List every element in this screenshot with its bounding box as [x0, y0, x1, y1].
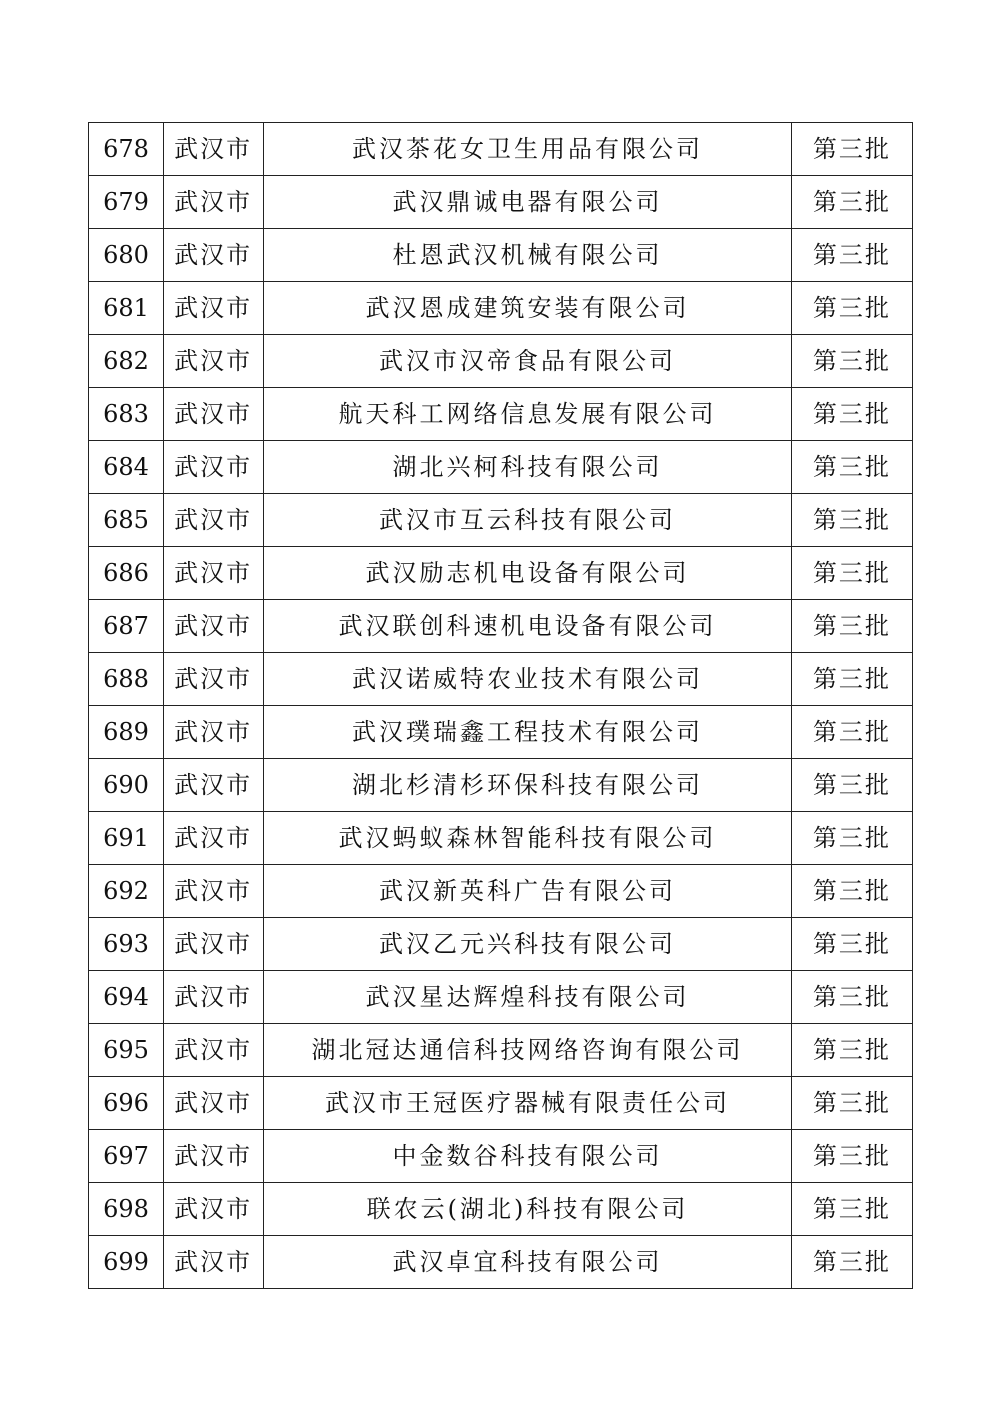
table-row: [89, 282, 913, 335]
company-name-cell: 武汉市汉帝食品有限公司: [264, 335, 792, 388]
city-cell: 武汉市: [164, 441, 264, 494]
table-row: [89, 123, 913, 176]
batch-cell: 第三批: [791, 653, 912, 706]
row-number-cell: 690: [89, 759, 164, 812]
company-name-cell: 武汉星达辉煌科技有限公司: [264, 971, 792, 1024]
table-row: [89, 1236, 913, 1289]
company-name-cell: 武汉璞瑞鑫工程技术有限公司: [264, 706, 792, 759]
table-row: [89, 494, 913, 547]
table-row: [89, 653, 913, 706]
company-name-cell: 武汉恩成建筑安装有限公司: [264, 282, 792, 335]
city-cell: 武汉市: [164, 812, 264, 865]
batch-cell: 第三批: [791, 706, 912, 759]
row-number-cell: 695: [89, 1024, 164, 1077]
table-row: [89, 335, 913, 388]
city-cell: 武汉市: [164, 971, 264, 1024]
batch-cell: 第三批: [791, 335, 912, 388]
row-number-cell: 689: [89, 706, 164, 759]
company-name-cell: 武汉乙元兴科技有限公司: [264, 918, 792, 971]
company-name-cell: 湖北杉清杉环保科技有限公司: [264, 759, 792, 812]
batch-cell: 第三批: [791, 971, 912, 1024]
batch-cell: 第三批: [791, 494, 912, 547]
row-number-cell: 684: [89, 441, 164, 494]
row-number-cell: 680: [89, 229, 164, 282]
company-name-cell: 湖北兴柯科技有限公司: [264, 441, 792, 494]
table-row: [89, 812, 913, 865]
table-row: [89, 229, 913, 282]
city-cell: 武汉市: [164, 1183, 264, 1236]
row-number-cell: 678: [89, 123, 164, 176]
company-name-cell: 武汉卓宜科技有限公司: [264, 1236, 792, 1289]
table-row: [89, 1130, 913, 1183]
batch-cell: 第三批: [791, 600, 912, 653]
company-name-cell: 中金数谷科技有限公司: [264, 1130, 792, 1183]
batch-cell: 第三批: [791, 1077, 912, 1130]
row-number-cell: 685: [89, 494, 164, 547]
company-list-table: [88, 122, 913, 1289]
row-number-cell: 679: [89, 176, 164, 229]
company-name-cell: 武汉市互云科技有限公司: [264, 494, 792, 547]
city-cell: 武汉市: [164, 918, 264, 971]
table-row: [89, 706, 913, 759]
batch-cell: 第三批: [791, 865, 912, 918]
row-number-cell: 697: [89, 1130, 164, 1183]
batch-cell: 第三批: [791, 1183, 912, 1236]
batch-cell: 第三批: [791, 1024, 912, 1077]
table-row: [89, 441, 913, 494]
table-row: [89, 1024, 913, 1077]
batch-cell: 第三批: [791, 282, 912, 335]
city-cell: 武汉市: [164, 547, 264, 600]
city-cell: 武汉市: [164, 706, 264, 759]
table-body: [89, 123, 913, 1289]
company-name-cell: 武汉联创科速机电设备有限公司: [264, 600, 792, 653]
city-cell: 武汉市: [164, 176, 264, 229]
city-cell: 武汉市: [164, 653, 264, 706]
city-cell: 武汉市: [164, 759, 264, 812]
company-name-cell: 杜恩武汉机械有限公司: [264, 229, 792, 282]
table-row: [89, 600, 913, 653]
city-cell: 武汉市: [164, 335, 264, 388]
table-row: [89, 918, 913, 971]
batch-cell: 第三批: [791, 441, 912, 494]
city-cell: 武汉市: [164, 229, 264, 282]
city-cell: 武汉市: [164, 1130, 264, 1183]
company-name-cell: 联农云(湖北)科技有限公司: [264, 1183, 792, 1236]
company-name-cell: 武汉诺威特农业技术有限公司: [264, 653, 792, 706]
batch-cell: 第三批: [791, 123, 912, 176]
company-name-cell: 湖北冠达通信科技网络咨询有限公司: [264, 1024, 792, 1077]
batch-cell: 第三批: [791, 388, 912, 441]
batch-cell: 第三批: [791, 812, 912, 865]
table-row: [89, 388, 913, 441]
city-cell: 武汉市: [164, 1024, 264, 1077]
row-number-cell: 681: [89, 282, 164, 335]
table-row: [89, 865, 913, 918]
city-cell: 武汉市: [164, 388, 264, 441]
company-name-cell: 武汉励志机电设备有限公司: [264, 547, 792, 600]
batch-cell: 第三批: [791, 759, 912, 812]
row-number-cell: 696: [89, 1077, 164, 1130]
city-cell: 武汉市: [164, 600, 264, 653]
table-row: [89, 547, 913, 600]
company-name-cell: 武汉茶花女卫生用品有限公司: [264, 123, 792, 176]
row-number-cell: 683: [89, 388, 164, 441]
batch-cell: 第三批: [791, 1236, 912, 1289]
city-cell: 武汉市: [164, 1077, 264, 1130]
city-cell: 武汉市: [164, 494, 264, 547]
city-cell: 武汉市: [164, 865, 264, 918]
city-cell: 武汉市: [164, 1236, 264, 1289]
table-row: [89, 759, 913, 812]
batch-cell: 第三批: [791, 918, 912, 971]
batch-cell: 第三批: [791, 229, 912, 282]
company-name-cell: 武汉市王冠医疗器械有限责任公司: [264, 1077, 792, 1130]
row-number-cell: 687: [89, 600, 164, 653]
city-cell: 武汉市: [164, 282, 264, 335]
row-number-cell: 694: [89, 971, 164, 1024]
table-row: [89, 1077, 913, 1130]
city-cell: 武汉市: [164, 123, 264, 176]
row-number-cell: 699: [89, 1236, 164, 1289]
row-number-cell: 688: [89, 653, 164, 706]
company-name-cell: 武汉新英科广告有限公司: [264, 865, 792, 918]
company-name-cell: 航天科工网络信息发展有限公司: [264, 388, 792, 441]
batch-cell: 第三批: [791, 176, 912, 229]
table-row: [89, 176, 913, 229]
row-number-cell: 692: [89, 865, 164, 918]
company-name-cell: 武汉蚂蚁森林智能科技有限公司: [264, 812, 792, 865]
row-number-cell: 682: [89, 335, 164, 388]
row-number-cell: 691: [89, 812, 164, 865]
row-number-cell: 698: [89, 1183, 164, 1236]
batch-cell: 第三批: [791, 1130, 912, 1183]
table-row: [89, 1183, 913, 1236]
batch-cell: 第三批: [791, 547, 912, 600]
table-row: [89, 971, 913, 1024]
row-number-cell: 693: [89, 918, 164, 971]
row-number-cell: 686: [89, 547, 164, 600]
company-name-cell: 武汉鼎诚电器有限公司: [264, 176, 792, 229]
